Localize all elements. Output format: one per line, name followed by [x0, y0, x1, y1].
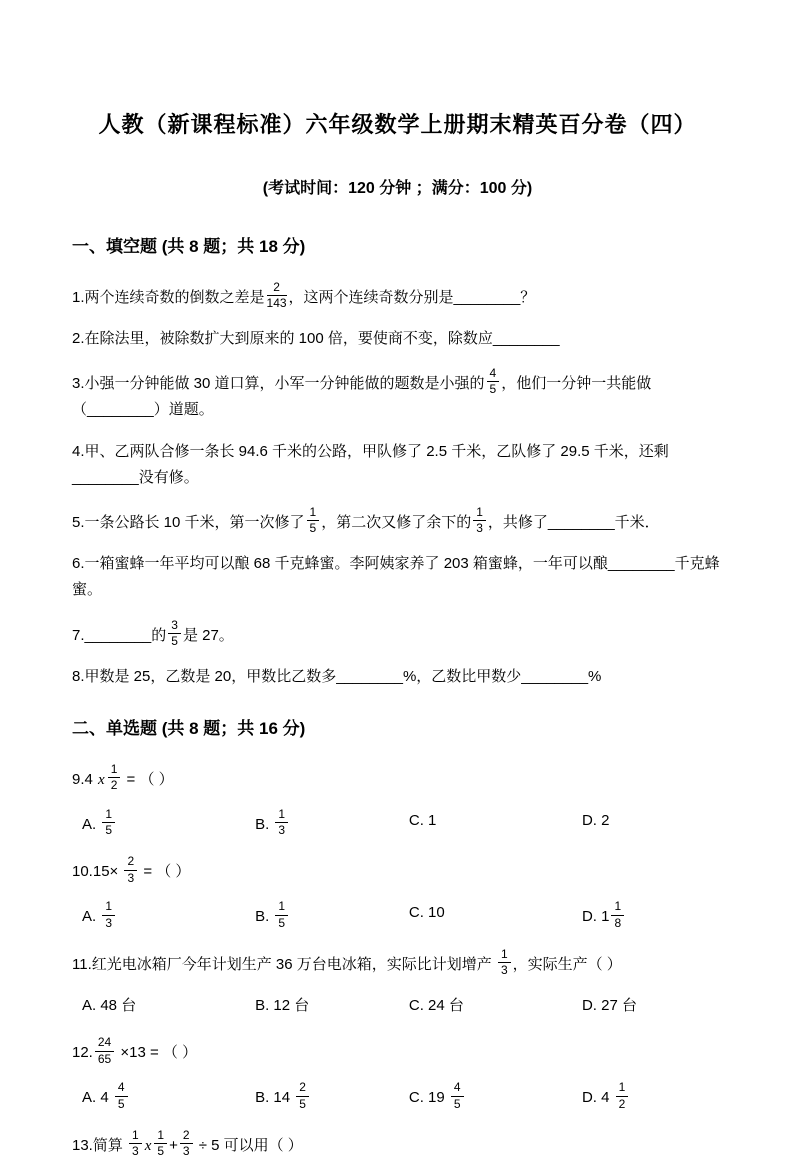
fraction: [267, 281, 287, 310]
exam-subtitle: (考试时间：120 分钟 ；满分：100 分): [262, 180, 533, 197]
fraction: [108, 763, 121, 792]
option: [582, 900, 723, 929]
question: [72, 439, 723, 492]
multiply-sign: x: [144, 1137, 152, 1154]
fraction-numerator: 4: [451, 1081, 464, 1096]
fraction-numerator: 4: [487, 367, 500, 382]
fraction-numerator: 1: [473, 506, 486, 521]
fraction-denominator: 5: [117, 1096, 125, 1111]
options-row: [72, 900, 723, 929]
fraction: [487, 367, 500, 396]
option: [582, 993, 723, 1019]
text-segment: C. 19: [408, 1089, 449, 1107]
fraction-numerator: 1: [275, 808, 288, 823]
text-segment: 10.15×: [72, 863, 123, 881]
question: [72, 619, 723, 649]
fraction: [154, 1129, 167, 1158]
fraction-numerator: 1: [102, 808, 115, 823]
text-segment: A.: [82, 815, 101, 833]
fraction-numerator: 1: [498, 948, 511, 963]
fraction-denominator: 5: [278, 915, 286, 930]
fraction-denominator: 5: [105, 823, 113, 838]
question: [72, 326, 723, 352]
text-segment: A. 4: [82, 1089, 113, 1107]
fraction: [129, 1129, 142, 1158]
text-segment: ，这两个连续奇数分别是________？: [288, 288, 536, 306]
text-segment: 12.: [72, 1044, 93, 1062]
text-segment: ，实际生产（ ）: [512, 955, 622, 973]
option: [409, 900, 582, 929]
text-segment: C. 10: [408, 904, 445, 922]
question: [72, 367, 723, 423]
option: [82, 993, 255, 1019]
text-segment: 5.一条公路长 10 千米，第一次修了: [72, 513, 305, 531]
question: [72, 506, 723, 536]
option: [255, 993, 409, 1019]
fraction: [611, 900, 624, 929]
fraction-numerator: 1: [616, 1081, 629, 1096]
fraction: [616, 1081, 629, 1110]
text-segment: D. 2: [581, 811, 610, 829]
fraction-denominator: 2: [110, 778, 118, 793]
text-segment: 8.甲数是 25，乙数是 20，甲数比乙数多________%，乙数比甲数少________%: [72, 667, 602, 685]
text-segment: A. 48 台: [82, 996, 137, 1014]
text-segment: 1.两个连续奇数的倒数之差是: [72, 288, 265, 306]
exam-body: [72, 232, 723, 1159]
option: [409, 993, 582, 1019]
fraction-numerator: 2: [124, 855, 137, 870]
text-segment: ÷ 5 可以用（ ）: [194, 1136, 303, 1154]
text-segment: 6.一箱蜜蜂一年平均可以酿 68 千克蜂蜜。李阿姨家养了 203 箱蜜蜂，一年可以酿________千克蜂蜜。: [72, 555, 720, 599]
fraction-numerator: 1: [275, 900, 288, 915]
text-segment: B. 14: [255, 1089, 295, 1107]
text-segment: B. 12 台: [255, 996, 310, 1014]
fraction-denominator: 5: [157, 1143, 165, 1158]
text-segment: 3.小强一分钟能做 30 道口算，小军一分钟能做的题数是小强的: [72, 375, 485, 393]
section-heading: 一、填空题 (共 8 题；共 18 分): [72, 237, 306, 256]
fraction: [275, 900, 288, 929]
fraction-denominator: 2: [618, 1096, 626, 1111]
fraction: [451, 1081, 464, 1110]
fraction: [296, 1081, 309, 1110]
text-segment: ，他们一分钟一共能做（________）道题。: [72, 375, 652, 419]
fraction-denominator: 5: [171, 633, 178, 648]
question: [72, 855, 723, 885]
text-segment: B.: [255, 908, 274, 926]
text-segment: D. 27 台: [581, 996, 637, 1014]
text-segment: 2.在除法里，被除数扩大到原来的 100 倍，要使商不变，除数应________: [72, 330, 560, 348]
text-segment: 11.红光电冰箱厂今年计划生产 36 万台电冰箱，实际比计划增产: [72, 955, 496, 973]
fraction-numerator: 1: [154, 1129, 167, 1144]
text-segment: C. 24 台: [408, 996, 464, 1014]
fraction-numerator: 3: [168, 619, 181, 634]
fraction-denominator: 3: [105, 915, 113, 930]
question: [72, 763, 723, 793]
option: [409, 1081, 582, 1110]
fraction-numerator: 24: [95, 1036, 114, 1051]
text-segment: C. 1: [408, 811, 437, 829]
option: [82, 900, 255, 929]
fraction: [102, 808, 115, 837]
fraction-denominator: 8: [614, 915, 622, 930]
option: [82, 1081, 255, 1110]
options-row: [72, 808, 723, 837]
text-segment: 7.________的: [72, 626, 167, 644]
exam-title: 人教（新课程标准）六年级数学上册期末精英百分卷（四）: [98, 112, 697, 137]
option: [255, 808, 409, 837]
fraction-numerator: 1: [307, 506, 320, 521]
fraction: [102, 900, 115, 929]
fraction-numerator: 1: [102, 900, 115, 915]
fraction-denominator: 5: [309, 521, 317, 536]
option: [82, 808, 255, 837]
text-segment: ，共修了________千米．: [487, 513, 660, 531]
text-segment: = （ ）: [122, 770, 174, 788]
text-segment: D. 1: [581, 908, 610, 926]
fraction: [473, 506, 486, 535]
fraction-denominator: 65: [97, 1051, 112, 1066]
option: [582, 1081, 723, 1110]
fraction-denominator: 5: [489, 382, 497, 397]
question: [72, 551, 723, 604]
fraction-numerator: 2: [267, 281, 287, 296]
fraction: [115, 1081, 128, 1110]
text-segment: D. 4: [581, 1089, 614, 1107]
fraction-numerator: 1: [129, 1129, 142, 1144]
fraction-denominator: 3: [127, 870, 135, 885]
fraction-denominator: 5: [453, 1096, 461, 1111]
fraction: [498, 948, 511, 977]
question: [72, 948, 723, 978]
fraction-denominator: 3: [132, 1143, 139, 1158]
option: [409, 808, 582, 837]
multiply-sign: x: [98, 771, 105, 788]
text-segment: ，第二次又修了余下的: [321, 513, 472, 531]
fraction: [180, 1129, 193, 1158]
text-segment: 13.简算: [72, 1136, 128, 1154]
options-row: [72, 993, 723, 1019]
text-segment: ×13 = （ ）: [116, 1044, 198, 1062]
fraction: [168, 619, 181, 648]
option: [255, 900, 409, 929]
fraction-denominator: 143: [266, 296, 287, 311]
text-segment: A.: [82, 908, 101, 926]
text-segment: B.: [255, 815, 274, 833]
fraction: [95, 1036, 114, 1065]
section-heading: 二、单选题 (共 8 题；共 16 分): [72, 718, 306, 738]
text-segment: +: [169, 1136, 178, 1154]
fraction-numerator: 2: [296, 1081, 309, 1096]
fraction: [275, 808, 288, 837]
fraction-denominator: 3: [182, 1143, 190, 1158]
option: [255, 1081, 409, 1110]
fraction-denominator: 3: [476, 521, 483, 536]
fraction-numerator: 2: [180, 1129, 193, 1144]
question: [72, 281, 723, 311]
text-segment: = （ ）: [139, 863, 191, 881]
fraction-numerator: 1: [611, 900, 624, 915]
fraction-numerator: 1: [108, 763, 121, 778]
question: [72, 1129, 723, 1159]
text-segment: 是 27。: [182, 626, 234, 644]
fraction: [307, 506, 320, 535]
fraction-denominator: 3: [278, 823, 286, 838]
option: [582, 808, 723, 837]
fraction-numerator: 4: [115, 1081, 128, 1096]
question: [72, 664, 723, 690]
fraction-denominator: 5: [299, 1096, 306, 1111]
text-segment: 4.甲、乙两队合修一条长 94.6 千米的公路，甲队修了 2.5 千米，乙队修了 29.5 千米，还剩________没有修。: [72, 442, 669, 486]
text-segment: 9.4: [72, 770, 98, 788]
fraction-denominator: 3: [500, 962, 508, 977]
question: [72, 1036, 723, 1066]
options-row: [72, 1081, 723, 1110]
fraction: [124, 855, 137, 884]
